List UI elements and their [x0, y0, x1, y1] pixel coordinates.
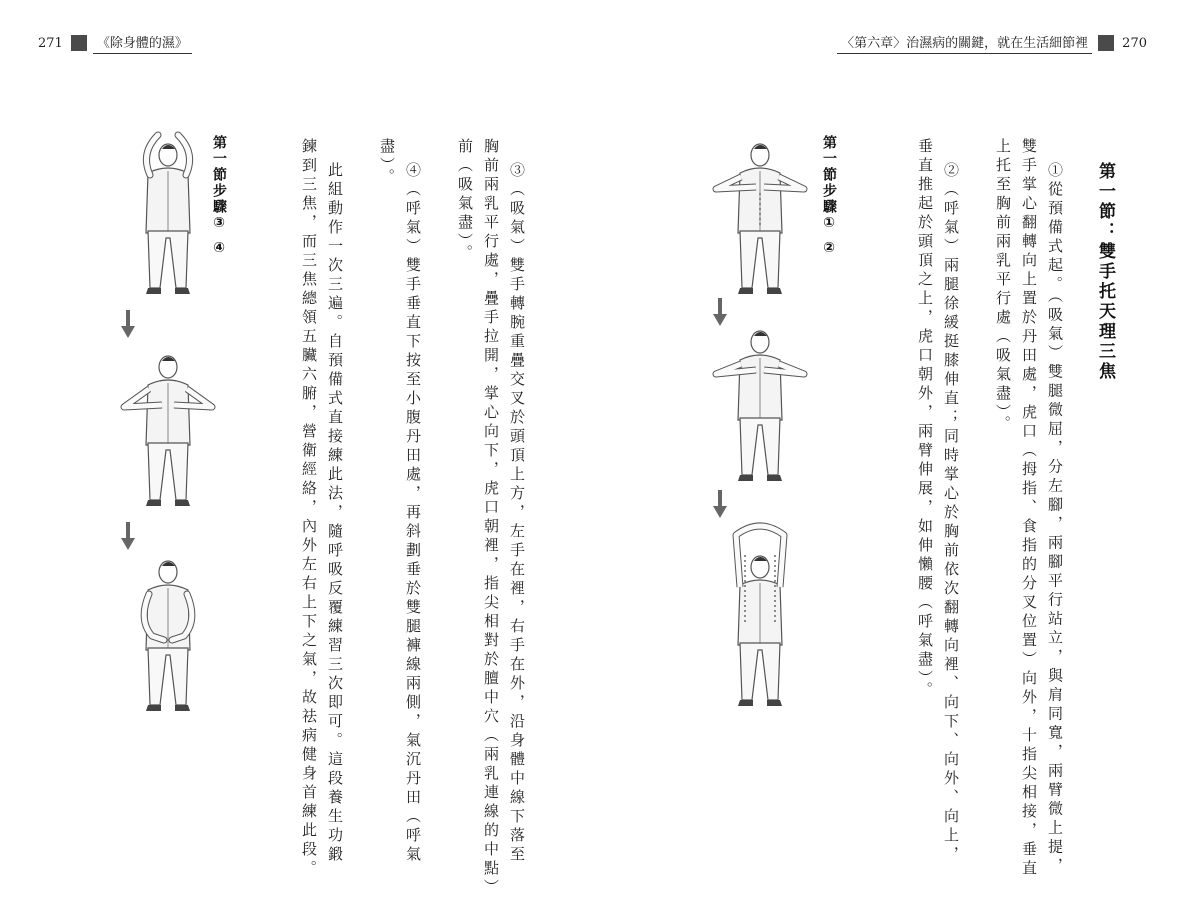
- chapter-title: 〈第六章〉治濕病的關鍵，就在生活細節裡: [837, 32, 1092, 54]
- paragraph-line: ②（呼氣）兩腿徐緩挺膝伸直；同時掌心於胸前依次翻轉向裡、向下、向外、向上，: [942, 162, 960, 865]
- paragraph-line: 垂直推起於頭頂之上，虎口朝外，兩臂伸展，如伸懶腰（呼氣盡）。: [916, 138, 934, 701]
- exercise-figure-palms-up-chest: [710, 118, 810, 308]
- paragraph-line: 此組動作一次三遍。自預備式直接練此法，隨呼吸反覆練習三次即可。這段養生功鍛: [326, 162, 344, 865]
- paragraph-line: 前（吸氣盡）。: [456, 138, 474, 264]
- paragraph-line: ③（吸氣）雙手轉腕重疊交叉於頭頂上方，左手在裡，右手在外，沿身體中線下落至: [508, 162, 526, 865]
- exercise-figure-overhead-hands: [118, 118, 218, 308]
- header-marker-block: [1098, 35, 1114, 51]
- paragraph-line: 上托至胸前兩乳平行處（吸氣盡）。: [994, 138, 1012, 435]
- paragraph-line: 雙手掌心翻轉向上置於丹田處，虎口（拇指、食指的分叉位置）向外，十指尖相接，垂直: [1020, 138, 1038, 879]
- left-page-header: [38, 32, 192, 54]
- section-title: 第一節：雙手托天理三焦: [1095, 162, 1115, 382]
- right-page-header: [837, 32, 1147, 54]
- header-marker-block: [71, 35, 87, 51]
- left-page-number: 271: [38, 35, 63, 51]
- book-title: 《除身體的濕》: [93, 32, 192, 54]
- right-figure-caption: 第一節步驟① ②: [821, 135, 837, 258]
- exercise-figure-chest-level-hands: [118, 330, 218, 520]
- exercise-figure-arms-overhead: [710, 505, 810, 725]
- exercise-figure-hands-lowered: [118, 535, 218, 725]
- left-figure-caption: 第一節步驟③ ④: [211, 135, 227, 258]
- paragraph-line: 胸前兩乳平行處，疊手拉開，掌心向下，虎口朝裡，指尖相對於膻中穴（兩乳連線的中點）: [482, 138, 500, 898]
- paragraph-line: 鍊到三焦，而三焦總領五臟六腑，營衛經絡，內外左右上下之氣，故祛病健身首練此段。: [300, 138, 318, 879]
- paragraph-line: ④（呼氣）雙手垂直下按至小腹丹田處，再斜劃垂於雙腿褲線兩側，氣沉丹田（呼氣: [404, 162, 422, 865]
- paragraph-line: 盡）。: [378, 138, 396, 188]
- right-page-number: 270: [1122, 35, 1147, 51]
- exercise-figure-palms-turning: [710, 305, 810, 495]
- paragraph-line: ①從預備式起。（吸氣）雙腿微屈，分左腳，兩腳平行站立，與肩同寬，兩臂微上提，: [1046, 162, 1064, 877]
